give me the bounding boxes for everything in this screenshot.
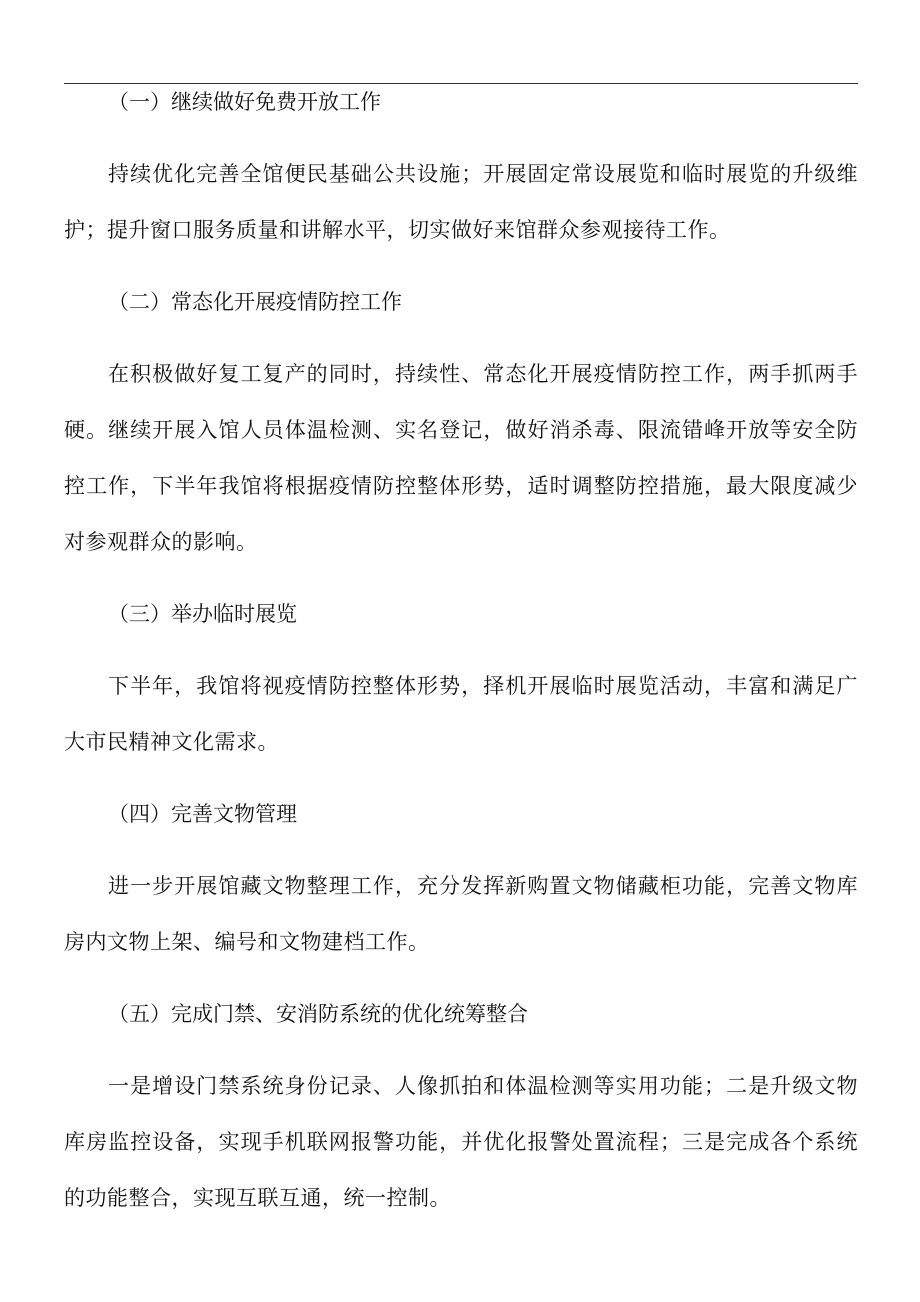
section-heading-3: （三）举办临时展览 [108, 602, 297, 626]
section-body-3: 下半年，我馆将视疫情防控整体形势，择机开展临时展览活动，丰富和满足广大市民精神文化需求。 [64, 674, 858, 754]
section-heading-5: （五）完成门禁、安消防系统的优化统筹整合 [108, 1002, 528, 1026]
section-heading-1: （一）继续做好免费开放工作 [108, 90, 381, 114]
section-body-2: 在积极做好复工复产的同时，持续性、常态化开展疫情防控工作，两手抓两手硬。继续开展入馆人员体温检测、实名登记，做好消杀毒、限流错峰开放等安全防控工作，下半年我馆将根据疫情防控整体形势，适时调整防控措施，最大限度减少对参观群众的影响。 [64, 362, 858, 554]
section-body-5: 一是增设门禁系统身份记录、人像抓拍和体温检测等实用功能；二是升级文物库房监控设备，实现手机联网报警功能，并优化报警处置流程；三是完成各个系统的功能整合，实现互联互通，统一控制。 [64, 1074, 858, 1210]
document-body [64, 88, 858, 1226]
section-body-4: 进一步开展馆藏文物整理工作，充分发挥新购置文物储藏柜功能，完善文物库房内文物上架、编号和文物建档工作。 [64, 874, 858, 954]
section-heading-4: （四）完善文物管理 [108, 802, 297, 826]
section-body-1: 持续优化完善全馆便民基础公共设施；开展固定常设展览和临时展览的升级维护；提升窗口服务质量和讲解水平，切实做好来馆群众参观接待工作。 [64, 162, 858, 242]
header-rule [64, 83, 858, 84]
section-heading-2: （二）常态化开展疫情防控工作 [108, 290, 402, 314]
